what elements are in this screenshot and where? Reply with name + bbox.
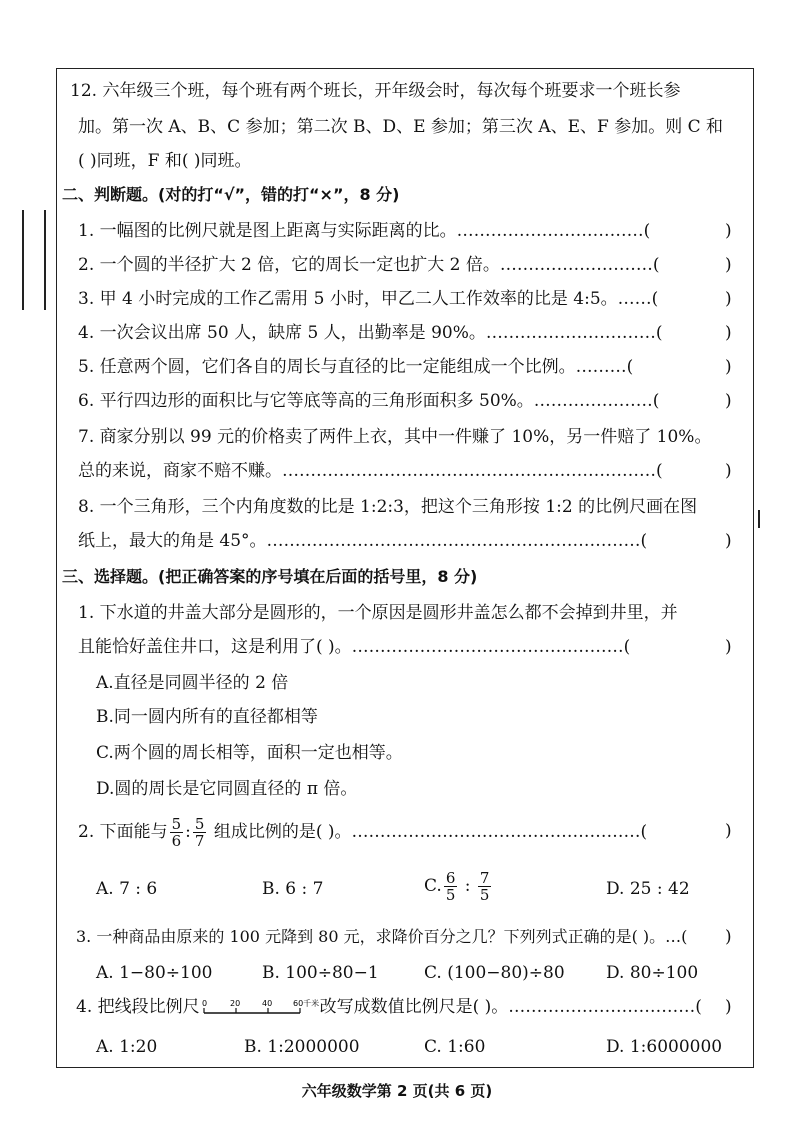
choice-q4-option-b: B. 1:2000000 [244, 1037, 360, 1057]
fraction-numerator: 5 [194, 815, 205, 833]
choice-q2-line [78, 816, 647, 849]
q12-line1: 12. 六年级三个班，每个班有两个班长，开年级会时，每次每个班要求一个班长参 [70, 81, 681, 101]
answer-paren-close: ) [725, 289, 732, 309]
choice-q3-option-c: C. (100−80)÷80 [424, 963, 565, 983]
judge-item-4: 4. 一次会议出席 50 人，缺席 5 人，出勤率是 90%。…………………………( [78, 323, 663, 343]
answer-paren-close: ) [725, 531, 732, 551]
choice-q1-option-c: C.两个圆的周长相等，面积一定也相等。 [96, 743, 403, 763]
q12-line2: 加。第一次 A、B、C 参加；第二次 B、D、E 参加；第三次 A、E、F 参加。则 C 和 [78, 117, 724, 137]
fraction [170, 816, 184, 849]
fraction [193, 816, 207, 849]
ratio-colon: : [185, 822, 191, 842]
answer-paren-close: ) [725, 391, 732, 411]
section3-title: 三、选择题。(把正确答案的序号填在后面的括号里，8 分) [62, 567, 478, 586]
ratio-colon: : [464, 876, 471, 896]
answer-paren-close: ) [725, 323, 732, 343]
choice-q1-option-b: B.同一圆内所有的直径都相等 [96, 707, 318, 727]
judge-item-2: 2. 一个圆的半径扩大 2 倍，它的周长一定也扩大 2 倍。………………………( [78, 255, 660, 275]
choice-q4-option-a: A. 1:20 [96, 1037, 158, 1057]
answer-paren-close: ) [725, 255, 732, 275]
scale-label: 0 [201, 998, 207, 1008]
answer-paren-close: ) [725, 357, 732, 377]
judge-item-8-line2: 纸上，最大的角是 45°。…………………………………………………………( [78, 531, 648, 551]
choice-q1-line2: 且能恰好盖住井口，这是利用了( )。…………………………………………( [78, 637, 631, 657]
choice-q3-option-d: D. 80÷100 [606, 963, 699, 983]
answer-paren-close: ) [725, 997, 732, 1017]
answer-paren-close: ) [725, 821, 732, 841]
judge-item-5: 5. 任意两个圆，它们各自的周长与直径的比一定能组成一个比例。………( [78, 357, 634, 377]
fraction-denominator: 6 [171, 832, 182, 850]
line-scale-svg [200, 997, 320, 1019]
choice-q3-option-a: A. 1−80÷100 [96, 963, 213, 983]
binding-mark [758, 510, 760, 528]
judge-item-7-line1: 7. 商家分别以 99 元的价格卖了两件上衣，其中一件赚了 10%，另一件赔了 10%。 [78, 427, 712, 447]
choice-q2-suffix: 组成比例的是( )。……………………………………………( [213, 822, 648, 842]
judge-item-8-line1: 8. 一个三角形，三个内角度数的比是 1:2:3，把这个三角形按 1:2 的比例尺画在图 [78, 497, 698, 517]
option-c-label: C. [424, 876, 442, 896]
choice-q2-option-c [424, 870, 493, 903]
fraction [478, 870, 492, 903]
scale-label: 60千米 [292, 998, 319, 1008]
fraction-denominator: 5 [445, 886, 456, 904]
choice-q2-prefix: 2. 下面能与 [78, 822, 168, 842]
choice-q4-suffix: 改写成数值比例尺是( )。……………………………( [319, 997, 702, 1017]
binding-mark [22, 210, 24, 310]
choice-q3-option-b: B. 100÷80−1 [262, 963, 379, 983]
fraction-numerator: 6 [445, 869, 456, 887]
choice-q1-option-d: D.圆的周长是它同圆直径的 π 倍。 [96, 779, 358, 799]
judge-item-6: 6. 平行四边形的面积比与它等底等高的三角形面积多 50%。…………………( [78, 391, 660, 411]
choice-q2-option-a: A. 7 : 6 [96, 879, 158, 899]
fraction-numerator: 7 [479, 869, 490, 887]
scale-label: 20 [229, 998, 240, 1008]
choice-q4-option-d: D. 1:6000000 [606, 1037, 723, 1057]
answer-paren-close: ) [725, 927, 732, 947]
choice-q1-option-a: A.直径是同圆半径的 2 倍 [96, 673, 289, 693]
page-footer: 六年级数学第 2 页(共 6 页) [301, 1082, 493, 1100]
choice-q4-option-c: C. 1:60 [424, 1037, 486, 1057]
choice-q4-prefix: 4. 把线段比例尺 [76, 997, 200, 1017]
judge-item-7-line2: 总的来说，商家不赔不赚。…………………………………………………………( [78, 461, 663, 481]
fraction-denominator: 7 [194, 832, 205, 850]
choice-q4-line [76, 996, 702, 1019]
answer-paren-close: ) [725, 637, 732, 657]
choice-q2-option-b: B. 6 : 7 [262, 879, 324, 899]
choice-q2-option-d: D. 25 : 42 [606, 879, 690, 899]
q12-line3: ( )同班，F 和( )同班。 [78, 151, 252, 171]
answer-paren-close: ) [725, 461, 732, 481]
judge-item-3: 3. 甲 4 小时完成的工作乙需用 5 小时，甲乙二人工作效率的比是 4:5。……( [78, 289, 659, 309]
line-scale-graphic [200, 997, 320, 1019]
judge-item-1: 1. 一幅图的比例尺就是图上距离与实际距离的比。……………………………( [78, 221, 651, 241]
binding-mark [44, 210, 46, 310]
choice-q3-line: 3. 一种商品由原来的 100 元降到 80 元，求降价百分之几？下列列式正确的是( )。…( [76, 927, 688, 946]
fraction-denominator: 5 [479, 886, 490, 904]
answer-paren-close: ) [725, 221, 732, 241]
choice-q1-line1: 1. 下水道的井盖大部分是圆形的，一个原因是圆形井盖怎么都不会掉到井里，并 [78, 603, 678, 623]
fraction [444, 870, 458, 903]
scale-label: 40 [261, 998, 272, 1008]
fraction-numerator: 5 [171, 815, 182, 833]
section2-title: 二、判断题。(对的打“√”，错的打“×”，8 分) [62, 185, 400, 204]
